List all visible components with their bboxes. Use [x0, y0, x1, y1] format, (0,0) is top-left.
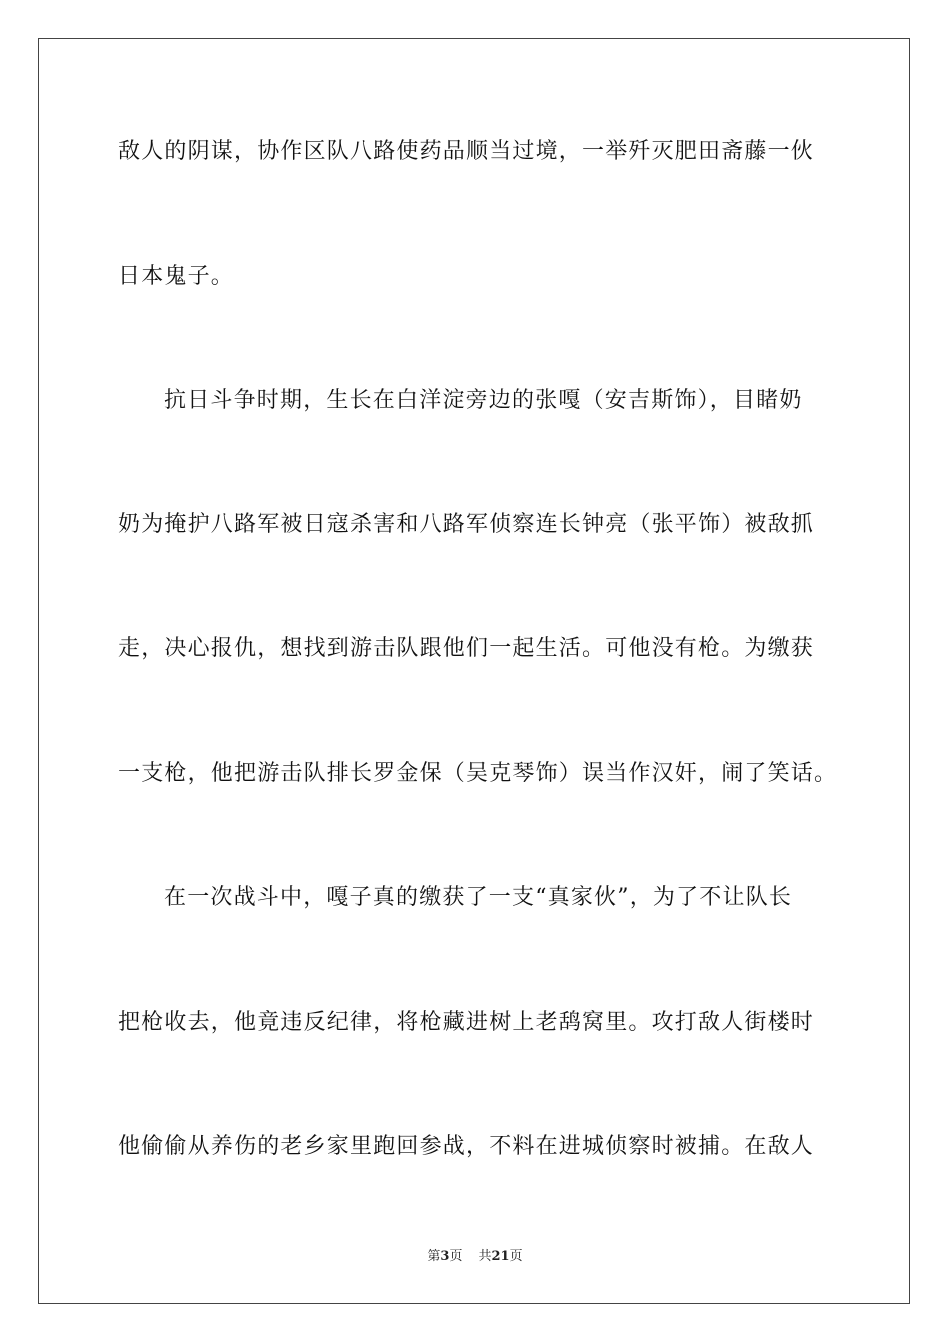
page-footer — [0, 1248, 950, 1266]
total-suffix: 页 — [509, 1249, 523, 1264]
page-prefix: 第 — [427, 1249, 441, 1264]
total-pages: 21 — [491, 1249, 510, 1264]
text-line-9: 他偷偷从养伤的老乡家里跑回参战，不料在进城侦察时被捕。在敌人 — [118, 1134, 815, 1159]
page-current: 3 — [440, 1249, 450, 1264]
text-line-8: 把枪收去，他竟违反纪律，将枪藏进树上老鸹窝里。攻打敌人街楼时 — [118, 1010, 815, 1035]
page-border — [38, 38, 910, 1304]
text-line-1: 敌人的阴谋，协作区队八路使药品顺当过境，一举歼灭肥田斋藤一伙 — [118, 139, 815, 164]
text-line-6: 一支枪，他把游击队排长罗金保（吴克琴饰）误当作汉奸，闹了笑话。 — [118, 761, 838, 786]
page-suffix: 页 — [449, 1249, 463, 1264]
text-line-2: 日本鬼子。 — [118, 264, 235, 289]
text-line-3: 抗日斗争时期，生长在白洋淀旁边的张嘎（安吉斯饰），目睹奶 — [164, 388, 803, 413]
total-prefix: 共 — [478, 1249, 492, 1264]
text-line-7: 在一次战斗中，嘎子真的缴获了一支“真家伙”，为了不让队长 — [164, 885, 793, 910]
text-line-4: 奶为掩护八路军被日寇杀害和八路军侦察连长钟亮（张平饰）被敌抓 — [118, 512, 815, 537]
text-line-5: 走，决心报仇，想找到游击队跟他们一起生活。可他没有枪。为缴获 — [118, 636, 815, 661]
